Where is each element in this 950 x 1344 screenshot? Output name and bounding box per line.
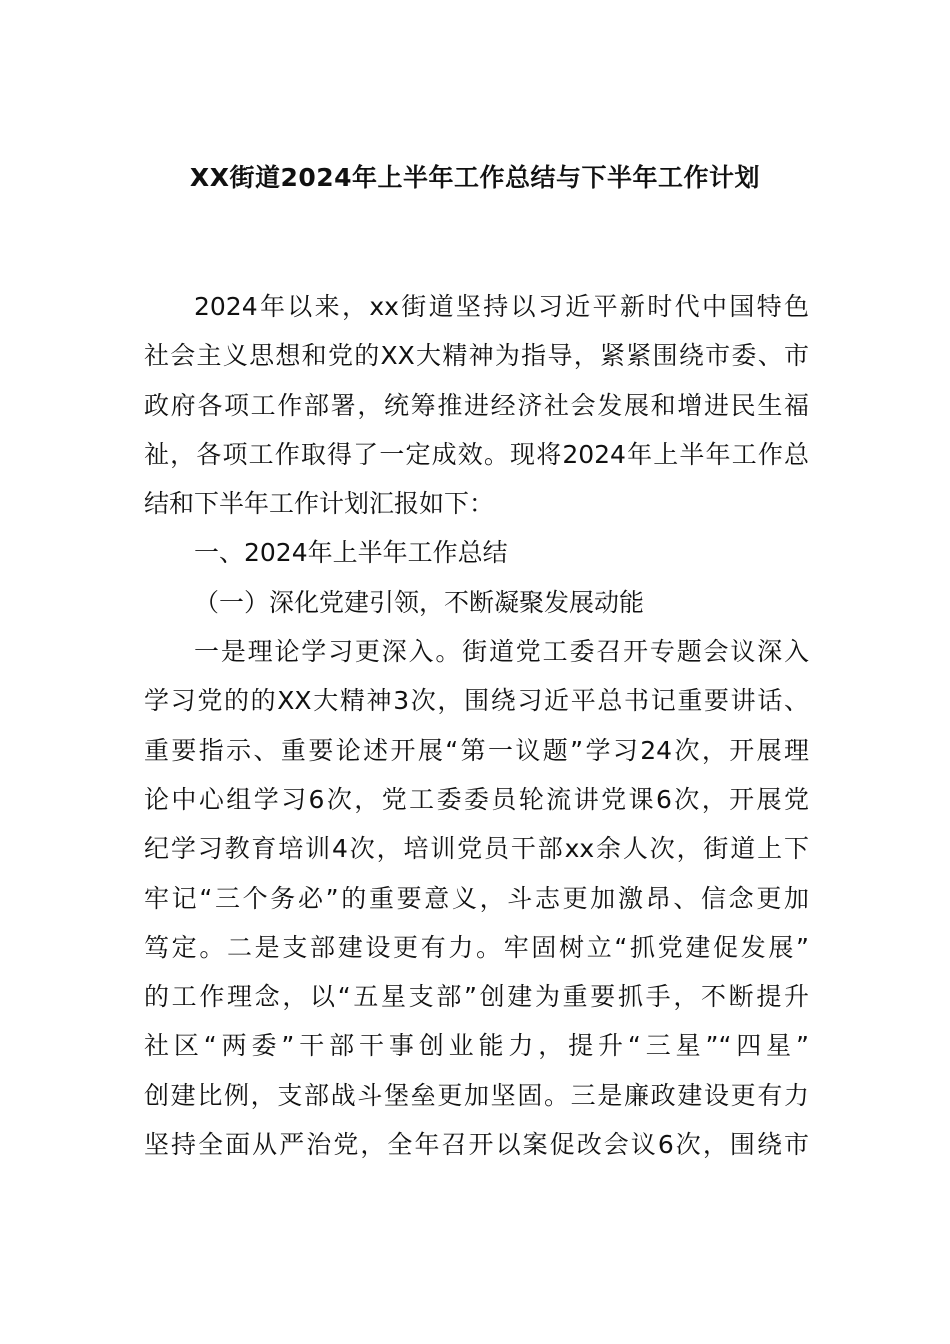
document-body (144, 282, 809, 1169)
paragraph-line: 2024年以来，xx街道坚持以习近平新时代中国特色 (194, 292, 809, 321)
paragraph-line: 政府各项工作部署，统筹推进经济社会发展和增进民生福 (144, 390, 809, 420)
paragraph-line: 纪学习教育培训4次，培训党员干部xx余人次，街道上下 (144, 834, 809, 864)
paragraph-line: 论中心组学习6次，党工委委员轮流讲党课6次，开展党 (144, 784, 809, 814)
paragraph-line: 社区“两委”干部干事创业能力，提升“三星”“四星” (144, 1031, 809, 1061)
document-title: XX街道2024年上半年工作总结与下半年工作计划 (189, 163, 761, 192)
paragraph-line: 一是理论学习更深入。街道党工委召开专题会议深入 (194, 637, 809, 667)
paragraph-line: 牢记“三个务必”的重要意义，斗志更加激昂、信念更加 (144, 883, 809, 913)
subsection-heading: （一）深化党建引领，不断凝聚发展动能 (194, 587, 645, 617)
paragraph-line: 的工作理念，以“五星支部”创建为重要抓手，不断提升 (144, 982, 809, 1012)
paragraph-line: 创建比例，支部战斗堡垒更加坚固。三是廉政建设更有力 (144, 1080, 809, 1110)
paragraph-line: 坚持全面从严治党，全年召开以案促改会议6次，围绕市 (144, 1130, 809, 1160)
paragraph-line: 结和下半年工作计划汇报如下： (144, 489, 495, 519)
paragraph-line: 笃定。二是支部建设更有力。牢固树立“抓党建促发展” (144, 932, 809, 962)
paragraph-line: 学习党的的XX大精神3次，围绕习近平总书记重要讲话、 (144, 686, 809, 716)
paragraph-line: 社会主义思想和党的XX大精神为指导，紧紧围绕市委、市 (144, 341, 809, 371)
section-heading: 一、2024年上半年工作总结 (194, 538, 508, 568)
paragraph-line: 重要指示、重要论述开展“第一议题”学习24次，开展理 (144, 735, 809, 765)
paragraph-line: 祉，各项工作取得了一定成效。现将2024年上半年工作总 (144, 439, 809, 469)
